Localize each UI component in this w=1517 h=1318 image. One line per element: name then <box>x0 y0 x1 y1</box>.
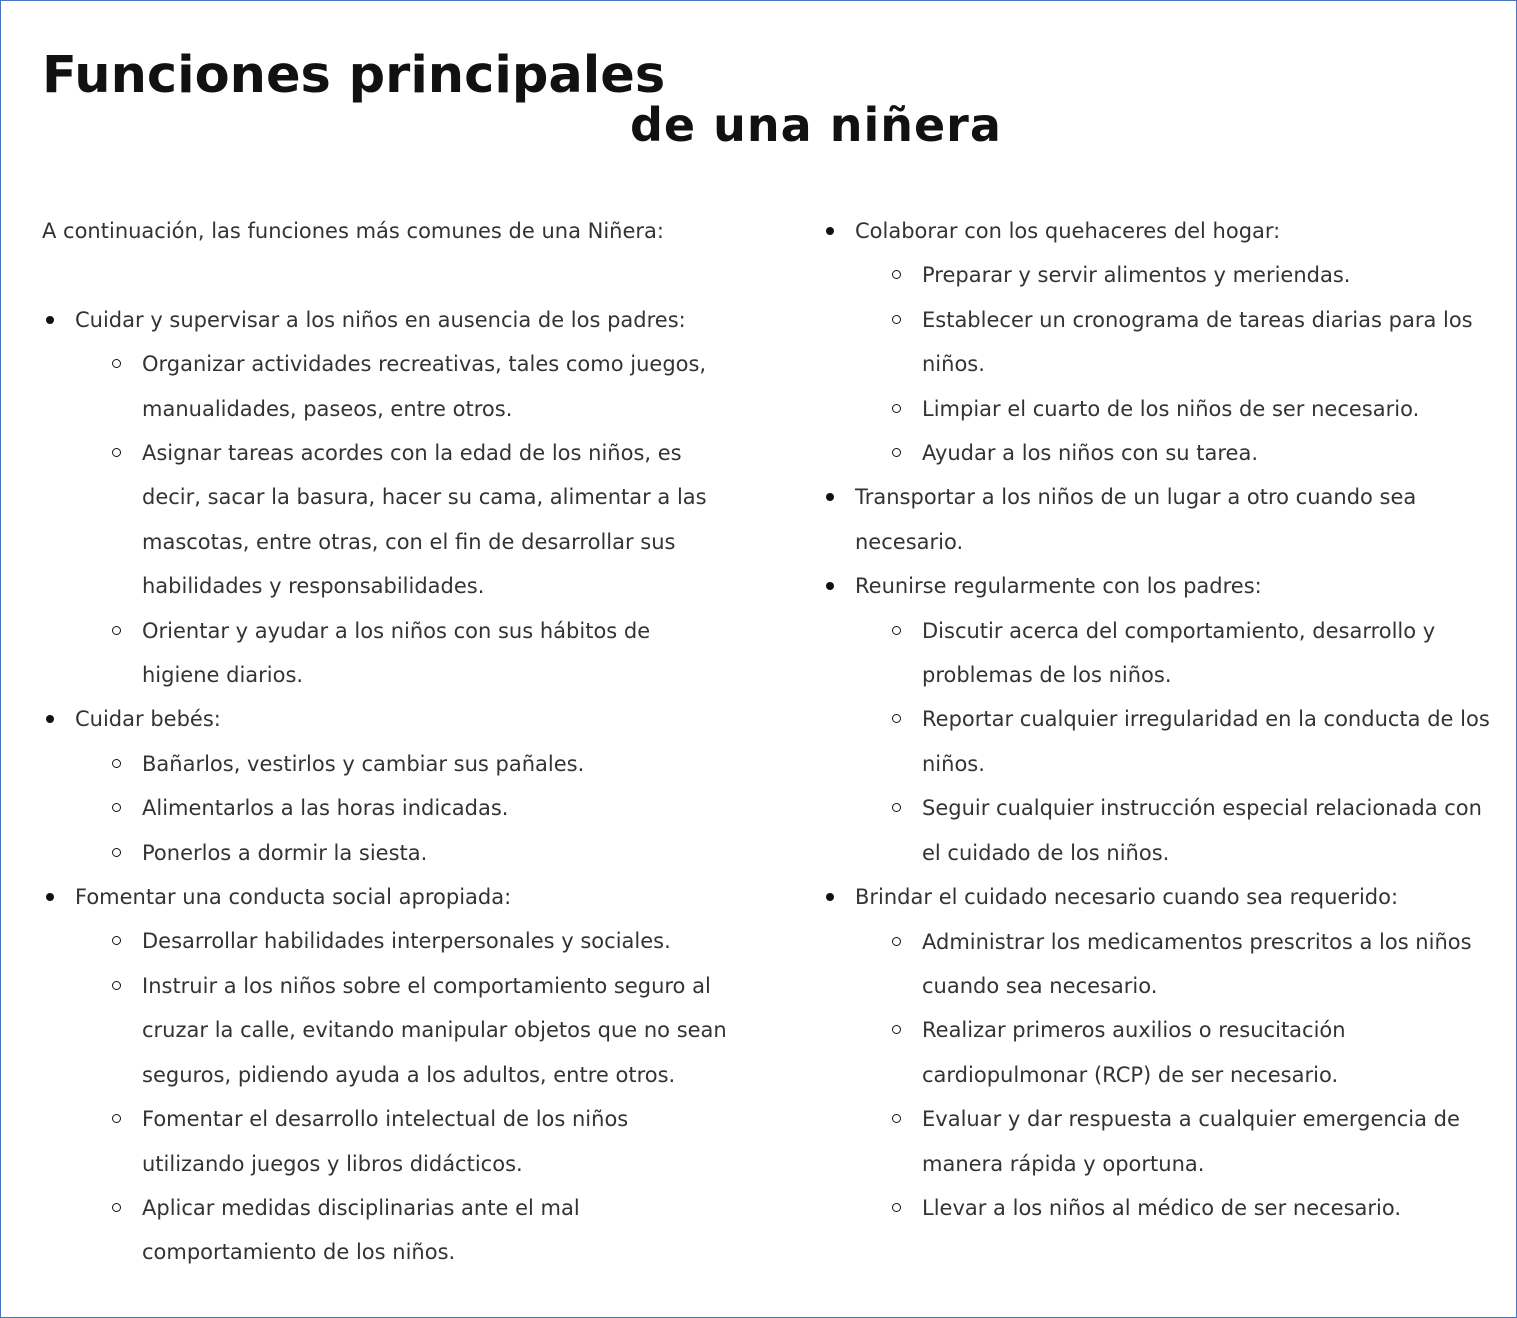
subtask-item <box>922 920 1502 1009</box>
subtask-item <box>142 919 732 963</box>
subtask-text: Reportar cualquier irregularidad en la conducta de los niños. <box>922 707 1490 776</box>
subtask-text: Seguir cualquier instrucción especial relacionada con el cuidado de los niños. <box>922 796 1482 865</box>
function-item <box>42 298 732 698</box>
subtask-text: Discutir acerca del comportamiento, desarrollo y problemas de los niños. <box>922 618 1436 688</box>
circle-bullet-icon <box>892 1114 901 1123</box>
circle-bullet-icon <box>892 1203 901 1212</box>
circle-bullet-icon <box>892 937 901 946</box>
subtask-list <box>855 920 1502 1231</box>
function-label: Cuidar bebés: <box>75 707 221 732</box>
disc-bullet-icon <box>826 893 834 901</box>
subtask-item <box>142 1186 732 1275</box>
subtask-text: Evaluar y dar respuesta a cualquier emergencia de manera rápida y oportuna. <box>922 1107 1460 1176</box>
subtask-text: Preparar y servir alimentos y meriendas. <box>922 263 1351 288</box>
circle-bullet-icon <box>892 315 901 324</box>
circle-bullet-icon <box>112 936 121 945</box>
circle-bullet-icon <box>892 1025 901 1034</box>
subtask-text: Alimentarlos a las horas indicadas. <box>142 796 509 821</box>
subtask-text: Ayudar a los niños con su tarea. <box>922 441 1258 466</box>
subtask-text: Llevar a los niños al médico de ser necesario. <box>922 1195 1402 1220</box>
subtask-text: Bañarlos, vestirlos y cambiar sus pañales. <box>142 751 585 776</box>
subtask-item <box>142 742 732 786</box>
function-label: Transportar a los niños de un lugar a otro cuando sea necesario. <box>855 485 1417 554</box>
subtask-item <box>142 609 732 698</box>
circle-bullet-icon <box>112 1203 121 1212</box>
subtask-text: Limpiar el cuarto de los niños de ser necesario. <box>922 396 1420 421</box>
disc-bullet-icon <box>46 715 54 723</box>
left-function-list <box>42 298 732 1275</box>
disc-bullet-icon <box>46 893 54 901</box>
subtask-item <box>922 786 1502 875</box>
function-item <box>822 209 1502 475</box>
function-label: Colaborar con los quehaceres del hogar: <box>855 219 1281 243</box>
disc-bullet-icon <box>826 582 834 590</box>
function-label: Fomentar una conducta social apropiada: <box>75 885 512 910</box>
subtask-item <box>142 431 732 609</box>
subtask-item <box>922 1097 1502 1186</box>
right-column <box>822 209 1502 1230</box>
function-item <box>822 564 1502 875</box>
disc-bullet-icon <box>826 227 834 235</box>
subtask-list <box>855 253 1502 475</box>
circle-bullet-icon <box>112 626 121 635</box>
circle-bullet-icon <box>892 448 901 457</box>
subtask-item <box>922 1186 1502 1230</box>
disc-bullet-icon <box>46 316 54 324</box>
subtask-text: Establecer un cronograma de tareas diarias para los niños. <box>922 307 1473 377</box>
circle-bullet-icon <box>892 626 901 635</box>
page-subtitle: de una niñera <box>630 98 1002 152</box>
subtask-text: Instruir a los niños sobre el comportamiento seguro al cruzar la calle, evitando manipular objetos que no sean seguros, pidiendo ayuda a los adultos, entre otros. <box>142 973 727 1087</box>
subtask-list <box>75 919 732 1274</box>
function-item <box>42 697 732 875</box>
circle-bullet-icon <box>892 270 901 279</box>
left-column <box>42 209 732 1275</box>
circle-bullet-icon <box>112 1114 121 1123</box>
function-label: Cuidar y supervisar a los niños en ausencia de los padres: <box>75 307 686 332</box>
subtask-text: Asignar tareas acordes con la edad de los niños, es decir, sacar la basura, hacer su cama, alimentar a las mascotas, entre otras, con el fin de desarrollar sus habilidades y responsabilidades. <box>142 441 707 599</box>
page-title: Funciones principales <box>42 46 666 105</box>
subtask-item <box>922 697 1502 786</box>
function-label: Brindar el cuidado necesario cuando sea requerido: <box>855 885 1399 910</box>
subtask-text: Desarrollar habilidades interpersonales y sociales. <box>142 929 671 954</box>
subtask-item <box>922 1008 1502 1097</box>
subtask-item <box>142 1097 732 1186</box>
subtask-item <box>922 253 1502 297</box>
subtask-item <box>142 786 732 830</box>
circle-bullet-icon <box>112 359 121 368</box>
function-item <box>42 875 732 1275</box>
function-item <box>822 875 1502 1230</box>
subtask-list <box>75 342 732 697</box>
function-item <box>822 475 1502 564</box>
subtask-text: Administrar los medicamentos prescritos a los niños cuando sea necesario. <box>922 929 1472 998</box>
subtask-text: Fomentar el desarrollo intelectual de los niños utilizando juegos y libros didácticos. <box>142 1107 629 1176</box>
subtask-text: Aplicar medidas disciplinarias ante el mal comportamiento de los niños. <box>142 1195 580 1265</box>
right-function-list <box>822 209 1502 1230</box>
subtask-item <box>142 831 732 875</box>
subtask-item <box>142 342 732 431</box>
circle-bullet-icon <box>112 981 121 990</box>
subtask-item <box>142 964 732 1097</box>
subtask-text: Ponerlos a dormir la siesta. <box>142 840 428 865</box>
subtask-item <box>922 431 1502 475</box>
subtask-list <box>855 609 1502 875</box>
disc-bullet-icon <box>826 493 834 501</box>
circle-bullet-icon <box>112 448 121 457</box>
subtask-text: Organizar actividades recreativas, tales como juegos, manualidades, paseos, entre otros. <box>142 352 707 421</box>
subtask-item <box>922 609 1502 698</box>
circle-bullet-icon <box>892 803 901 812</box>
circle-bullet-icon <box>112 848 121 857</box>
subtask-text: Realizar primeros auxilios o resucitación cardiopulmonar (RCP) de ser necesario. <box>922 1018 1346 1087</box>
function-label: Reunirse regularmente con los padres: <box>855 574 1262 599</box>
subtask-item <box>922 387 1502 431</box>
subtask-list <box>75 742 732 875</box>
subtask-item <box>922 298 1502 387</box>
circle-bullet-icon <box>112 759 121 768</box>
subtask-text: Orientar y ayudar a los niños con sus hábitos de higiene diarios. <box>142 618 651 688</box>
circle-bullet-icon <box>892 404 901 413</box>
circle-bullet-icon <box>892 714 901 723</box>
circle-bullet-icon <box>112 803 121 812</box>
intro-text: A continuación, las funciones más comunes de una Niñera: <box>42 219 664 243</box>
